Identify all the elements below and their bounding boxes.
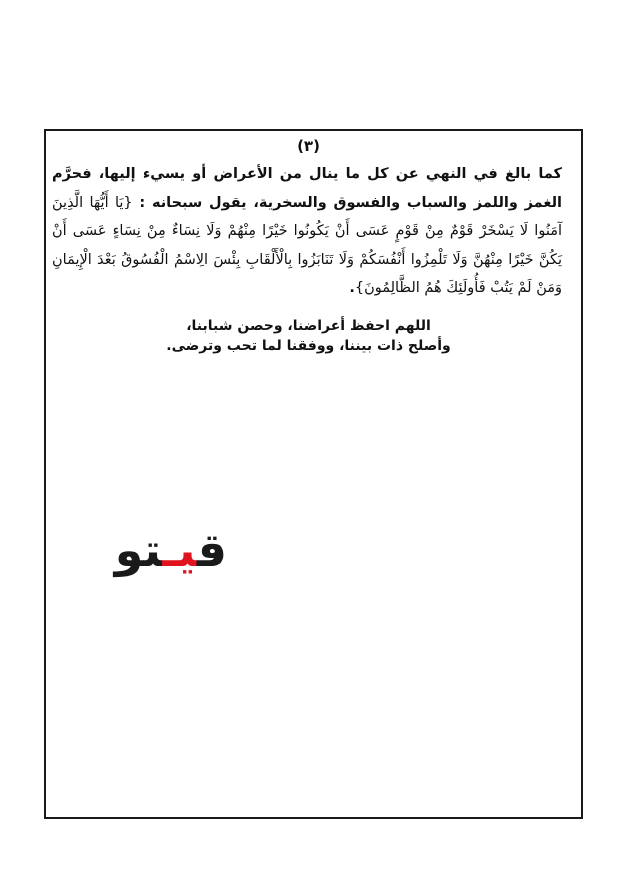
supplication-line-1: اللهم احفظ أعراضنا، وحصن شبابنا، — [186, 318, 431, 334]
intro-text: كما بالغ في النهي عن كل ما ينال من الأعراض أو يسيء إليها، فحرَّم الغمز واللمز والسباب والفسوق والسخرية، يقول سبحانه : — [52, 166, 562, 211]
body-paragraph — [52, 160, 562, 303]
quran-verse: {يَا أَيُّهَا الَّذِينَ آمَنُوا لَا يَسْخَرْ قَوْمٌ مِنْ قَوْمٍ عَسَى أَنْ يَكُونُوا خَيْرًا مِنْهُمْ وَلَا نِسَاءٌ مِنْ نِسَاءٍ عَسَى أَنْ يَكُنَّ خَيْرًا مِنْهُنَّ وَلَا تَلْمِزُوا أَنْفُسَكُمْ وَلَا تَنَابَزُوا بِالْأَلْقَابِ بِئْسَ الِاسْمُ الْفُسُوقُ بَعْدَ الْإِيمَانِ وَمَنْ لَمْ يَتُبْ فَأُولَئِكَ هُمُ الظَّالِمُونَ} — [52, 194, 562, 297]
page-number: (٣) — [297, 137, 320, 155]
logo-text: قيـتو — [114, 523, 227, 577]
watermark-logo — [82, 520, 227, 580]
verse-end-mark: . — [349, 280, 355, 297]
supplication-line-2: وأصلح ذات بيننا، ووفقنا لما تحب وترضى. — [166, 338, 451, 354]
